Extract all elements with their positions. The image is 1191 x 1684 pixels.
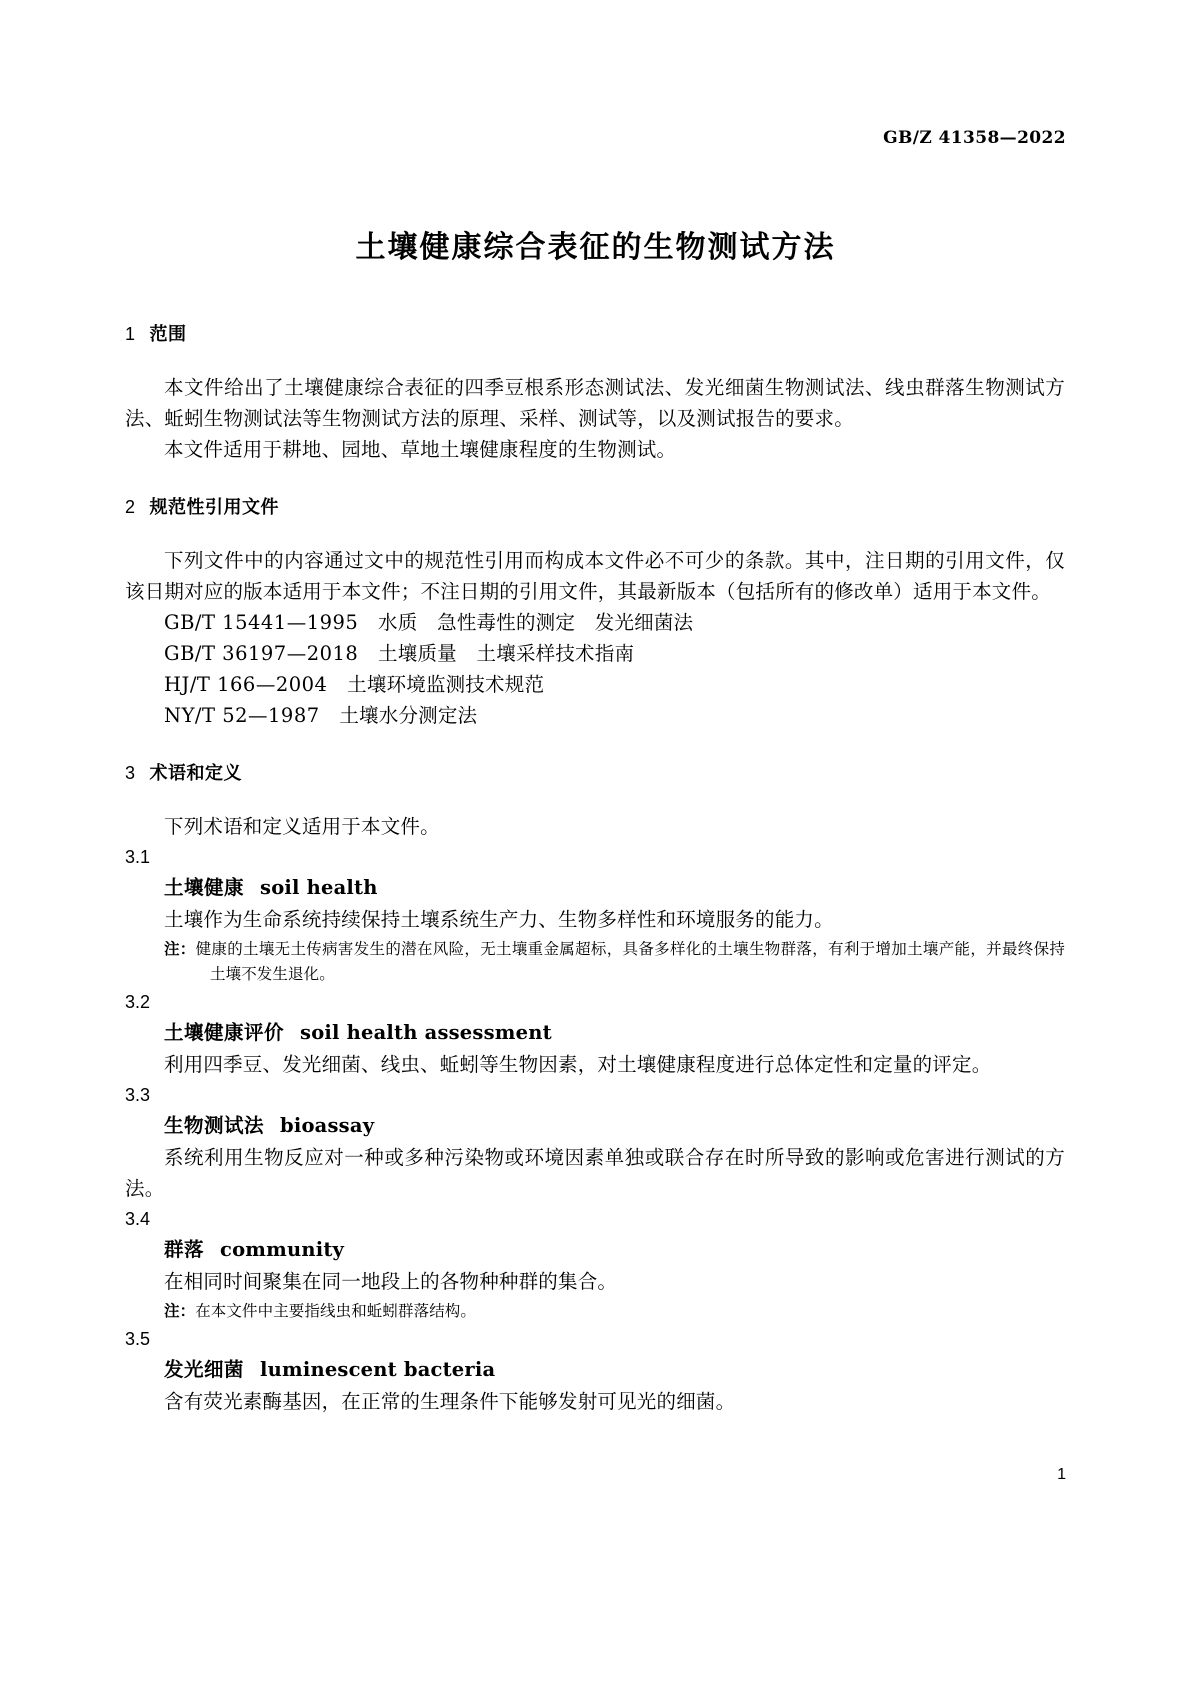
spacer	[125, 519, 1065, 545]
document-body	[125, 320, 1065, 1417]
term-number: 3.1	[125, 847, 151, 867]
normative-ref-title: 土壤质量 土壤采样技术指南	[378, 642, 635, 665]
clause-number-1: 1	[125, 324, 136, 344]
term-name	[164, 1354, 1065, 1386]
term-name	[164, 872, 1065, 904]
page-number: 1	[1057, 1466, 1066, 1483]
note-text: 在本文件中主要指线虫和蚯蚓群落结构。	[195, 1302, 477, 1320]
normative-ref-code: NY/T 52—1987	[164, 704, 320, 727]
note-label: 注：	[164, 1303, 196, 1320]
term-name-en: bioassay	[280, 1114, 375, 1137]
term-name-cn: 土壤健康评价	[164, 1022, 285, 1044]
clause-heading-1	[125, 320, 1065, 346]
scope-paragraph-2: 本文件适用于耕地、园地、草地土壤健康程度的生物测试。	[164, 438, 677, 461]
normative-ref-title: 土壤水分测定法	[339, 704, 478, 727]
term-number: 3.2	[125, 992, 151, 1012]
term-definition: 土壤作为生命系统持续保持土壤系统生产力、生物多样性和环境服务的能力。	[164, 908, 834, 931]
term-definition: 在相同时间聚集在同一地段上的各物种种群的集合。	[164, 1270, 618, 1293]
term-name	[164, 1110, 1065, 1142]
page-title: 土壤健康综合表征的生物测试方法	[355, 231, 836, 264]
clause-heading-3	[125, 759, 1065, 785]
term-name-cn: 发光细菌	[164, 1359, 245, 1381]
term-name	[164, 1234, 1065, 1266]
term-name-en: luminescent bacteria	[260, 1358, 496, 1381]
term-name-en: community	[220, 1238, 345, 1261]
term-number: 3.3	[125, 1085, 151, 1105]
normative-ref-item	[164, 700, 1065, 731]
normative-ref-item	[164, 669, 1065, 700]
term-name	[164, 1017, 1065, 1049]
spacer	[125, 731, 1065, 759]
normative-ref-code: HJ/T 166—2004	[164, 673, 328, 696]
term-note	[164, 937, 1065, 987]
clause-number-3: 3	[125, 763, 136, 783]
term-name-en: soil health	[260, 876, 378, 899]
scope-paragraph-1: 本文件给出了土壤健康综合表征的四季豆根系形态测试法、发光细菌生物测试法、线虫群落生物测试方法、蚯蚓生物测试法等生物测试方法的原理、采样、测试等，以及测试报告的要求。	[125, 376, 1065, 430]
spacer	[125, 785, 1065, 811]
normative-ref-title: 土壤环境监测技术规范	[347, 673, 545, 696]
term-definition: 利用四季豆、发光细菌、线虫、蚯蚓等生物因素，对土壤健康程度进行总体定性和定量的评定。	[164, 1053, 992, 1076]
term-name-cn: 土壤健康	[164, 877, 245, 899]
running-header	[125, 128, 1066, 148]
spacer	[125, 465, 1065, 493]
normative-ref-code: GB/T 15441—1995	[164, 611, 359, 634]
normative-ref-code: GB/T 36197—2018	[164, 642, 359, 665]
note-label: 注：	[164, 941, 196, 958]
clause-heading-2	[125, 493, 1065, 519]
standard-number: GB/Z 41358—2022	[883, 128, 1066, 148]
terms-intro: 下列术语和定义适用于本文件。	[164, 815, 440, 838]
term-definition: 系统利用生物反应对一种或多种污染物或环境因素单独或联合存在时所导致的影响或危害进行测试的方法。	[125, 1146, 1065, 1200]
term-name-cn: 生物测试法	[164, 1115, 265, 1137]
note-text: 健康的土壤无土传病害发生的潜在风险，无土壤重金属超标，具备多样化的土壤生物群落，有利于增加土壤产能，并最终保持土壤不发生退化。	[195, 940, 1065, 983]
normative-refs-intro: 下列文件中的内容通过文中的规范性引用而构成本文件必不可少的条款。其中，注日期的引用文件，仅该日期对应的版本适用于本文件；不注日期的引用文件，其最新版本（包括所有的修改单）适用于本文件。	[125, 549, 1065, 603]
term-definition: 含有荧光素酶基因，在正常的生理条件下能够发射可见光的细菌。	[164, 1390, 736, 1413]
term-number: 3.5	[125, 1329, 151, 1349]
clause-number-2: 2	[125, 497, 136, 517]
term-name-cn: 群落	[164, 1239, 205, 1261]
clause-title-2: 规范性引用文件	[149, 497, 280, 517]
clause-title-1: 范围	[149, 324, 187, 344]
clause-title-3: 术语和定义	[149, 763, 243, 783]
term-note	[164, 1299, 1065, 1324]
spacer	[125, 346, 1065, 372]
normative-ref-item	[164, 638, 1065, 669]
normative-ref-item	[164, 607, 1065, 638]
term-name-en: soil health assessment	[300, 1021, 552, 1044]
normative-ref-title: 水质 急性毒性的测定 发光细菌法	[378, 611, 694, 634]
term-number: 3.4	[125, 1209, 151, 1229]
